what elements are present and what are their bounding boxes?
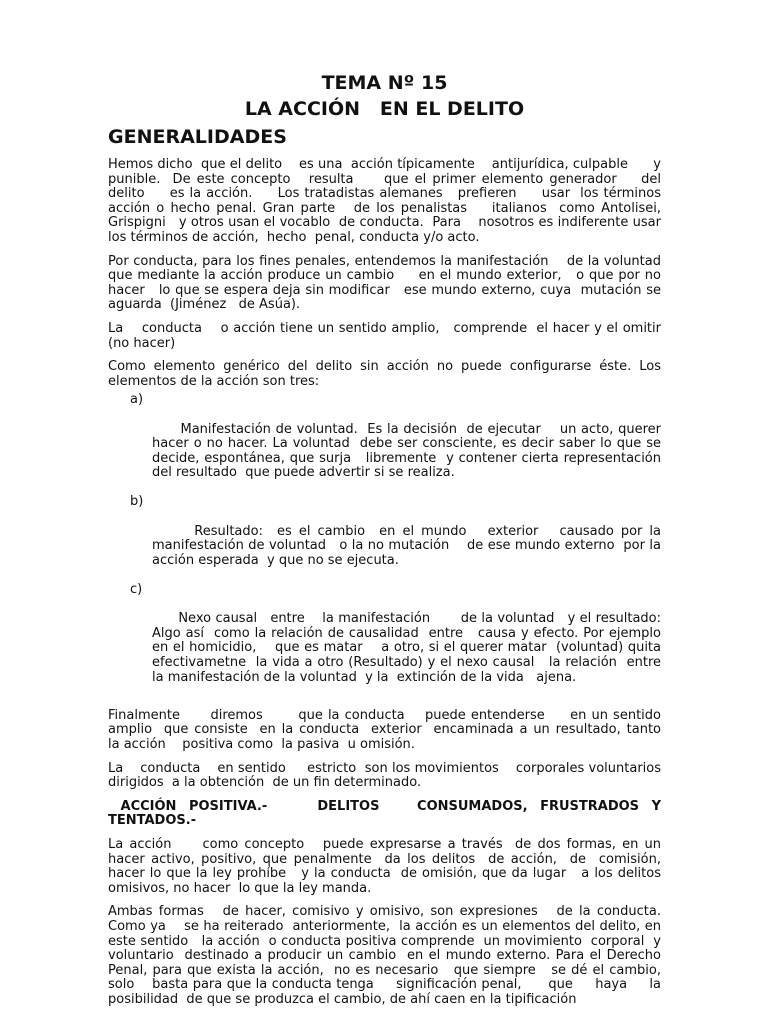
document-page xyxy=(108,70,682,1016)
paragraph-7: La acción como concepto puede expresarse a través de dos formas, en un hacer activo, positivo, que penalmente da los delitos de acción, de comisión, hacer lo que la ley prohíbe y la conducta de omisión, que da lugar a los delitos omisivos, no hacer lo que la ley manda. xyxy=(108,836,678,896)
list-item xyxy=(108,392,666,495)
paragraph-1: Hemos dicho que el delito es una acción típicamente antijurídica, culpable y punible. De este concepto resulta que el primer elemento generador del delito es la acción. Los tratadistas alemanes prefieren usar los términos acción o hecho penal. Gran parte de los penalistas italianos como Antolisei, Grispigni y otros usan el vocablo de conducta. Para nosotros es indiferente usar los términos de acción, hecho penal, conducta y/o acto. xyxy=(108,157,670,245)
elements-list xyxy=(108,392,682,699)
list-item-text: Nexo causal entre la manifestación de la voluntad y el resultado: Algo así como la relación de causalidad entre causa y efecto. Por ejemplo en el homicidio, que es matar a otro, si el querer matar (voluntad) quita efectivametne la vida a otro (Resultado) y el nexo causal la relación entre la manifestación de la voluntad y la extinción de la vida ajena. xyxy=(152,611,682,685)
document-title: TEMA Nº 15 xyxy=(321,72,448,94)
list-item xyxy=(108,494,666,583)
list-item-text: Manifestación de voluntad. Es la decisión de ejecutar un acto, querer hacer o no hacer. La voluntad debe ser consciente, es decir saber lo que se decide, espontánea, que surja libremente y contener cierta representación del resultado que puede advertir si se realiza. xyxy=(152,421,666,481)
paragraph-8: Ambas formas de hacer, comisivo y omisivo, son expresiones de la conducta. Como ya se ha reiterado anteriormente, la acción es un elementos del delito, en este sentido la acción o conducta positiva comprende un movimiento corporal y voluntario destinado a producir un cambio en el mundo externo. Para el Derecho Penal, para que exista la acción, no es necesario que siempre se dé el cambio, solo basta para que la conducta tenga significación penal, que haya la posibilidad de que se produzca el cambio, de ahí caen en la tipificación xyxy=(108,904,678,1007)
paragraph-2: Por conducta, para los fines penales, entendemos la manifestación de la voluntad que mediante la acción produce un cambio en el mundo exterior, o que por no hacer lo que se espera deja sin modificar ese mundo externo, cuya mutación se aguarda (Jiménez de Asúa). xyxy=(108,253,666,313)
document-subtitle: LA ACCIÓN EN EL DELITO xyxy=(244,98,525,120)
paragraph-6: La conducta en sentido estricto son los movimientos corporales voluntarios dirigidos a la obtención de un fin determinado. xyxy=(108,760,682,791)
list-marker: c) xyxy=(130,582,143,598)
subheading-accion-positiva: ACCIÓN POSITIVA.- DELITOS CONSUMADOS, FRUSTRADOS Y TENTADOS.- xyxy=(108,798,666,829)
list-item-text: Resultado: es el cambio en el mundo exterior causado por la manifestación de voluntad o la no mutación de ese mundo externo por la acción esperada y que no se ejecuta. xyxy=(152,523,666,568)
section-heading-generalidades: GENERALIDADES xyxy=(108,126,287,148)
list-marker: a) xyxy=(130,392,144,408)
list-marker: b) xyxy=(130,494,144,510)
paragraph-3: La conducta o acción tiene un sentido amplio, comprende el hacer y el omitir (no hacer) xyxy=(108,320,670,351)
paragraph-5: Finalmente diremos que la conducta puede entenderse en un sentido amplio que consiste en la conducta exterior encaminada a un resultado, tanto la acción positiva como la pasiva u omisión. xyxy=(108,707,682,752)
list-item xyxy=(108,582,682,700)
paragraph-4: Como elemento genérico del delito sin acción no puede configurarse éste. Los elementos de la acción son tres: xyxy=(108,359,666,389)
